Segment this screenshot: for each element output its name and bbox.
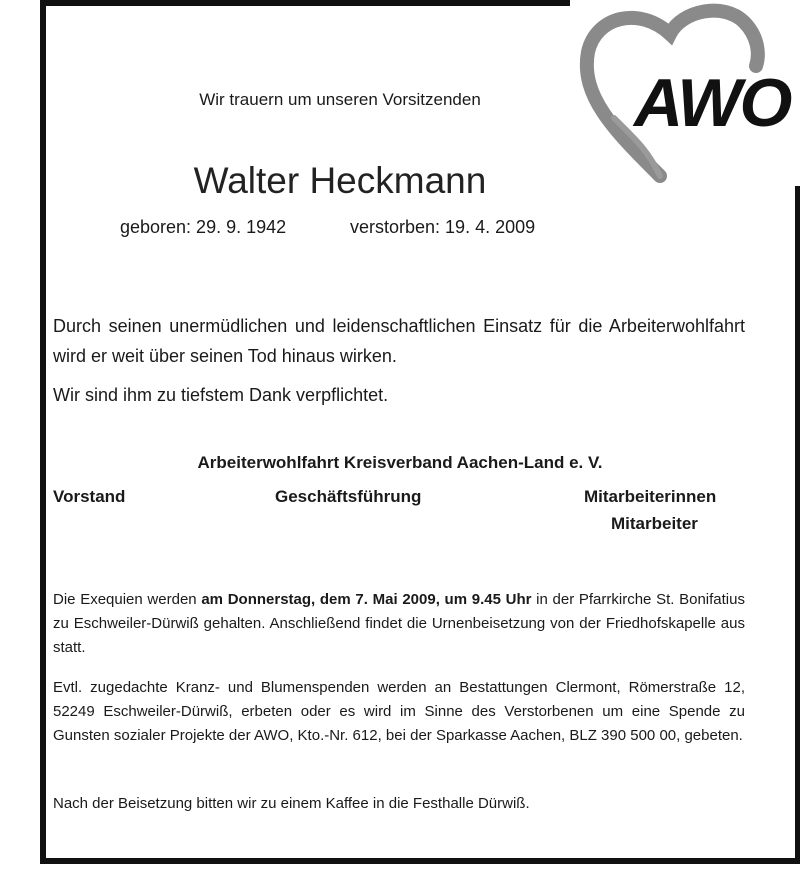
intro-line: Wir trauern um unseren Vorsitzenden [199, 90, 481, 109]
organization-name: Arbeiterwohlfahrt Kreisverband Aachen-Land e. V. [197, 453, 603, 472]
donation-info-paragraph: Evtl. zugedachte Kranz- und Blumenspenden werden an Bestattungen Clermont, Römerstraße 12, 52249 Eschweiler-Dürwiß, erbeten oder es wird im Sinne des Verstorbenen um eine Spende zu Gunsten sozialer Projekte der AWO, Kto.-Nr. 612, bei der Sparkasse Aachen, BLZ 390 500 00, gebeten. [53, 679, 745, 744]
signer-geschaeftsfuehrung: Geschäftsführung [275, 487, 422, 506]
thanks-paragraph: Wir sind ihm zu tiefstem Dank verpflichtet. [53, 385, 389, 405]
signer-mitarbeiterinnen: Mitarbeiterinnen [584, 487, 717, 506]
birth-date: geboren: 29. 9. 1942 [120, 217, 287, 237]
funeral-info-paragraph [53, 588, 745, 660]
signer-mitarbeiter: Mitarbeiter [611, 514, 698, 533]
death-date: verstorben: 19. 4. 2009 [350, 217, 536, 237]
funeral-info-intro: Die Exequien werden [53, 591, 202, 608]
frame-bottom-border [40, 858, 800, 864]
frame-left-border [40, 0, 46, 864]
frame-top-border [40, 0, 570, 6]
frame-right-border [795, 186, 800, 864]
tribute-paragraph: Durch seinen unermüdlichen und leidenschaftlichen Einsatz für die Arbeiterwohlfahrt wird er weit über seinen Tod hinaus wirken. [53, 316, 745, 366]
funeral-info-rest: in der Pfarrkirche St. Bonifatius zu Eschweiler-Dürwiß gehalten. Anschließend findet die Urnenbeisetzung von der Friedhofskapelle aus statt. [53, 591, 745, 656]
awo-logo-text: AWO [634, 65, 791, 141]
signer-vorstand: Vorstand [53, 487, 126, 506]
coffee-invitation-paragraph: Nach der Beisetzung bitten wir zu einem Kaffee in die Festhalle Dürwiß. [53, 795, 530, 812]
deceased-name: Walter Heckmann [193, 160, 487, 201]
funeral-date-time: am Donnerstag, dem 7. Mai 2009, um 9.45 Uhr [201, 591, 532, 608]
